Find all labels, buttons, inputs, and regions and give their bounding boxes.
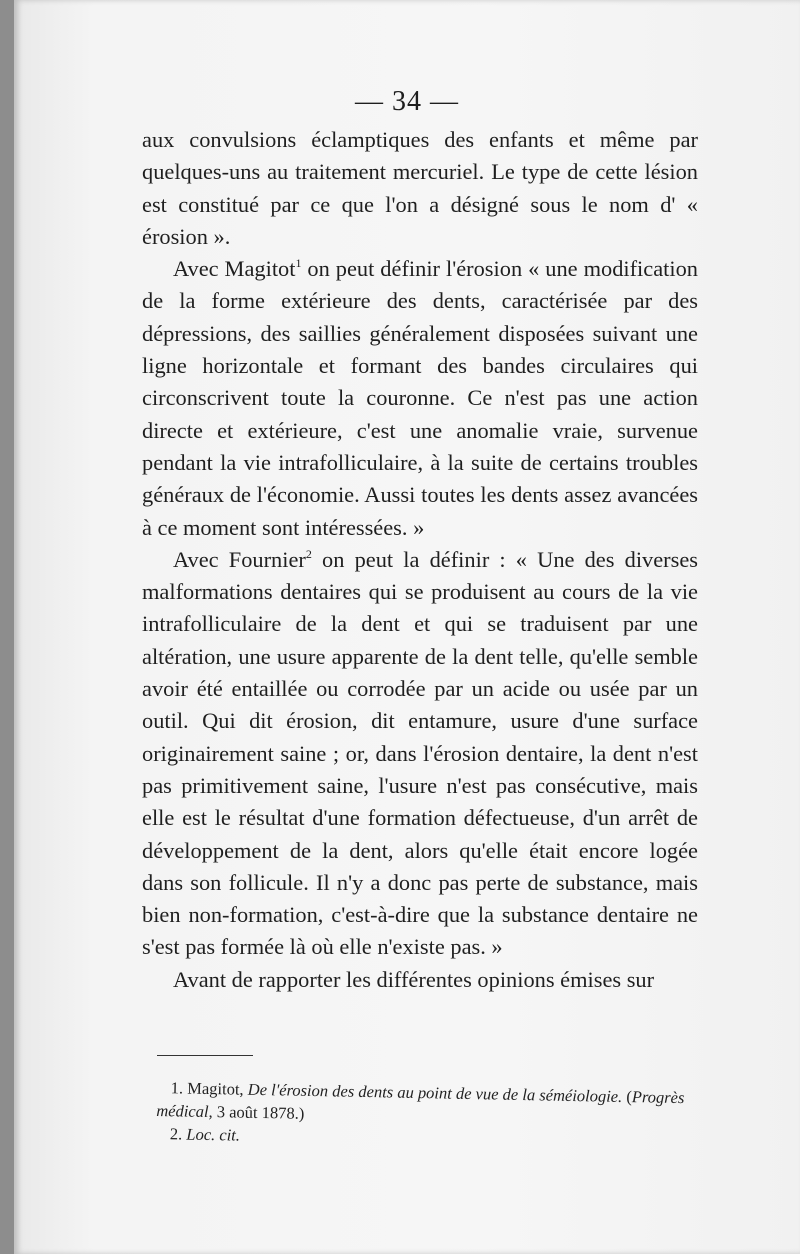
footnote-1-source-open: ( [626, 1087, 633, 1107]
paragraph-2 [142, 253, 698, 544]
footnote-1-title: De l'érosion des dents au point de vue de la séméiologie. [247, 1079, 623, 1106]
footnotes [156, 1076, 713, 1156]
footnote-separator [157, 1055, 253, 1056]
paragraph-3-start: Avec Fournier [173, 546, 306, 572]
footnote-2-ref: Loc. cit. [186, 1124, 241, 1145]
footnote-2-number: 2. [169, 1124, 183, 1144]
paragraph-2-rest: on peut définir l'érosion « une modification de la forme extérieure des dents, caractérisée par des dépressions, des saillies généralement disposées suivant une ligne horizontale et formant des bandes circulaires qui circonscrivent toute la couronne. Ce n'est pas une action directe et extérieure, c'est une anomalie vraie, survenue pendant la vie intrafolliculaire, à la suite de certains troubles généraux de l'économie. Aussi toutes les dents assez avancées à ce moment sont intéressées. » [142, 256, 698, 540]
footnote-1-date: 3 août 1878.) [212, 1102, 305, 1123]
footnote-1-source: Progrès médical, [156, 1087, 685, 1122]
footnote-ref-2: 2 [305, 546, 312, 561]
page-number-header: — 34 — [355, 86, 459, 117]
paragraph-4: Avant de rapporter les différentes opinions émises sur [173, 966, 655, 992]
body-text [142, 124, 698, 996]
paragraph-3-rest: on peut la définir : « Une des diverses malformations dentaires qui se produisent au cours de la vie intrafolliculaire de la dent et qui se traduisent par une altération, une usure apparente de la dent telle, qu'elle semble avoir été entaillée ou corrodée par un acide ou usée par un outil. Qui dit érosion, dit entamure, usure d'une surface originairement saine ; or, dans l'érosion dentaire, la dent n'est pas primitivement saine, l'usure n'est pas consécutive, mais elle est le résultat d'une formation défectueuse, d'un arrêt de développement de la dent, alors qu'elle était encore logée dans son follicule. Il n'y a donc pas perte de substance, mais bien non-formation, c'est-à-dire que la substance dentaire ne s'est pas formée là où elle n'existe pas. » [142, 546, 698, 960]
footnote-1-author: Magitot, [187, 1078, 244, 1099]
footnote-1-number: 1. [170, 1078, 184, 1098]
paragraph-3 [142, 544, 698, 964]
paragraph-1: aux convulsions éclamptiques des enfants et même par quelques-uns au traitement mercuriel. Le type de cette lésion est constitué par ce que l'on a désigné sous le nom d' « érosion ». [142, 127, 698, 249]
footnote-ref-1: 1 [295, 256, 302, 271]
paragraph-2-start: Avec Magitot [173, 256, 296, 282]
book-page [14, 0, 800, 1254]
